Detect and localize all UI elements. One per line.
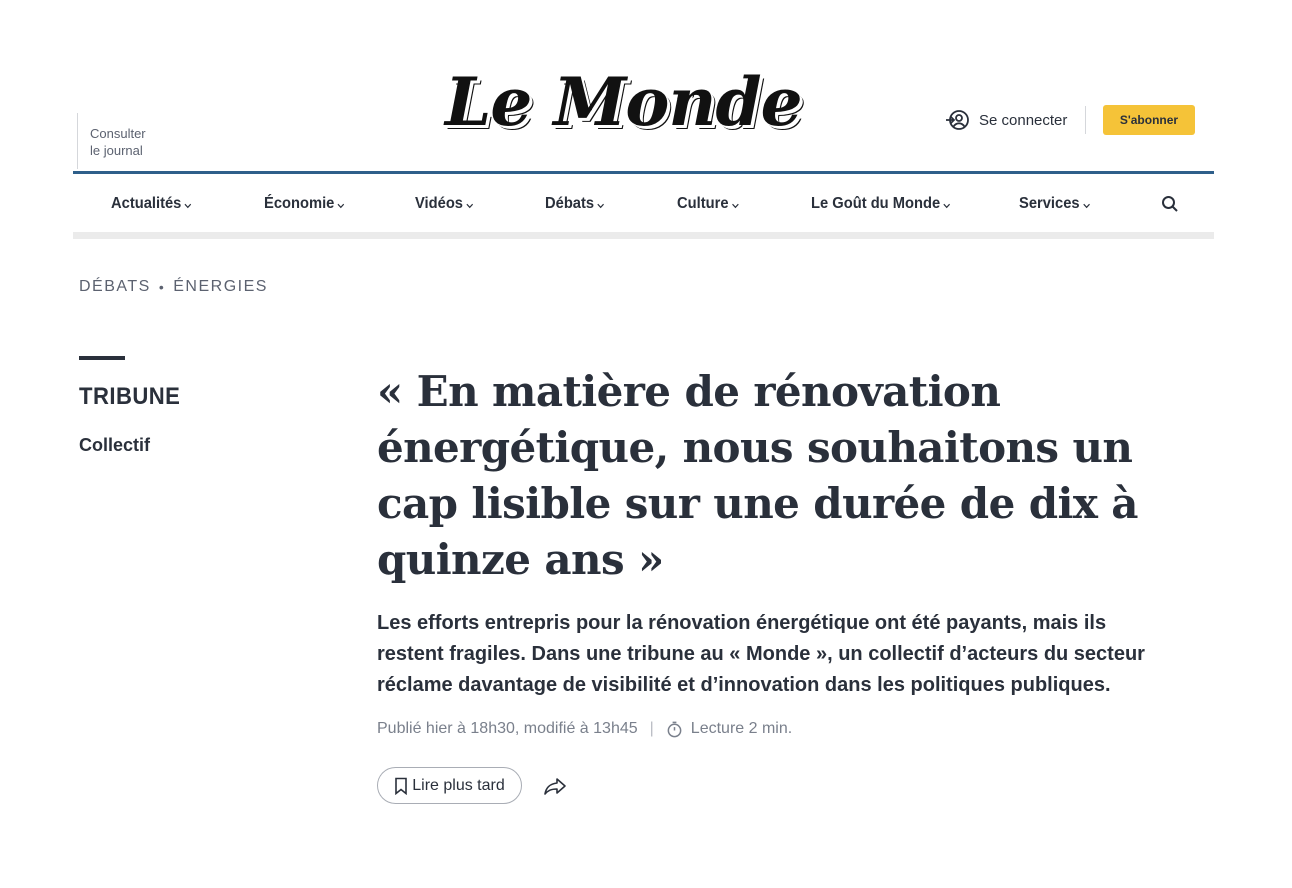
nav-item-videos[interactable] [415, 193, 474, 215]
header-divider [1085, 106, 1086, 134]
search-icon[interactable] [1161, 195, 1179, 213]
nav-item-label: Culture [677, 195, 729, 212]
article-author: Collectif [79, 435, 151, 455]
clock-icon [666, 721, 683, 738]
article-type-label: TRIBUNE [79, 383, 181, 410]
main-navigation [73, 171, 1214, 239]
read-later-button[interactable] [377, 767, 522, 804]
login-icon [945, 108, 969, 132]
nav-item-actualites[interactable] [111, 193, 192, 215]
publication-date: Publié hier à 18h30, modifié à 13h45 [377, 720, 638, 737]
share-icon[interactable] [543, 774, 567, 798]
chevron-down-icon [731, 201, 739, 210]
article-title: « En matière de rénovation énergétique, nous souhaitons un cap lisible sur une durée de dix à quinze ans » [377, 367, 1138, 584]
chevron-down-icon [943, 201, 951, 210]
nav-item-debats[interactable] [545, 193, 605, 215]
chevron-down-icon [1082, 201, 1090, 210]
nav-item-label: Économie [264, 195, 335, 212]
bookmark-icon [394, 777, 408, 795]
nav-item-label: Le Goût du Monde [811, 195, 941, 212]
chevron-down-icon [597, 201, 605, 210]
nav-item-economie[interactable] [264, 193, 345, 215]
chevron-down-icon [466, 201, 474, 210]
nav-item-culture[interactable] [677, 193, 740, 215]
nav-item-label: Actualités [111, 195, 182, 212]
read-newspaper-link[interactable] [77, 113, 146, 169]
nav-item-gout-du-monde[interactable] [811, 193, 951, 215]
journal-link-line1: Consulter [90, 126, 146, 141]
login-label: Se connecter [979, 111, 1068, 129]
nav-item-label: Débats [545, 195, 595, 212]
nav-item-label: Services [1019, 195, 1080, 212]
nav-item-services[interactable] [1019, 193, 1091, 215]
article-meta [377, 718, 792, 740]
breadcrumb-section[interactable]: DÉBATS [79, 278, 151, 295]
read-later-label: Lire plus tard [412, 776, 505, 794]
subscribe-button[interactable]: S'abonner [1103, 105, 1195, 135]
breadcrumb-subsection[interactable]: ÉNERGIES [173, 278, 268, 295]
meta-separator: | [649, 720, 654, 737]
chevron-down-icon [184, 201, 192, 210]
nav-item-label: Vidéos [415, 195, 463, 212]
breadcrumb [79, 278, 268, 296]
breadcrumb-separator: • [158, 279, 166, 295]
site-header [73, 0, 1214, 174]
article-type-rule [79, 356, 125, 360]
article-description: Les efforts entrepris pour la rénovation énergétique ont été payants, mais ils restent fragiles. Dans une tribune au « Monde », un collectif d’acteurs du secteur réclame davantage de visibilité et d’innovation dans les politiques publiques. [377, 612, 1145, 696]
journal-link-line2: le journal [90, 143, 143, 158]
login-button[interactable] [945, 106, 1067, 134]
chevron-down-icon [337, 201, 345, 210]
site-logo[interactable]: Le Monde [445, 63, 802, 141]
reading-time: Lecture 2 min. [690, 720, 793, 737]
